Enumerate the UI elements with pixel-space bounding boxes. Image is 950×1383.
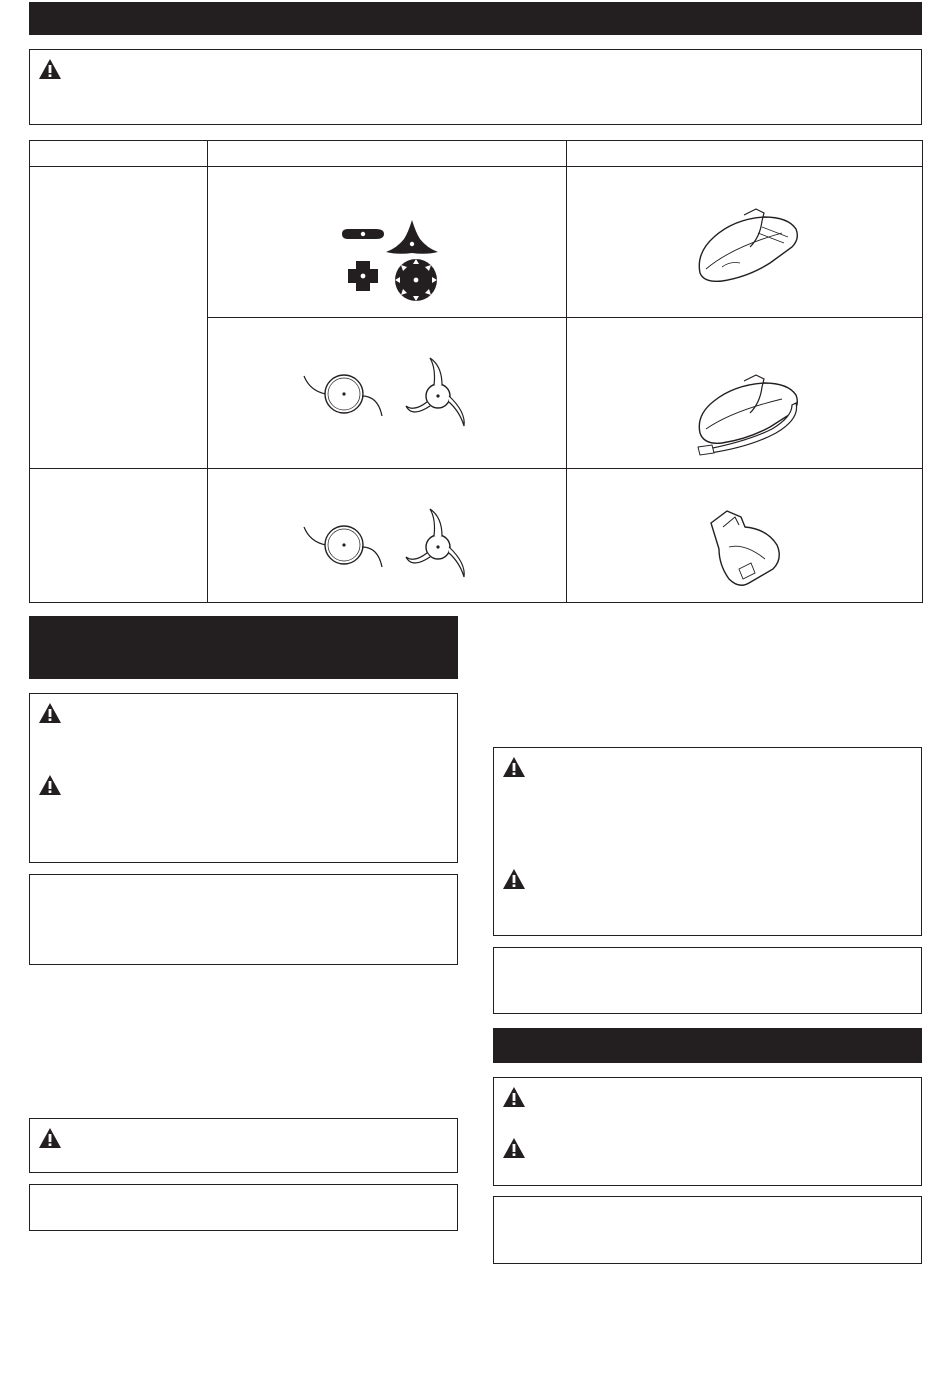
- warning-box: [29, 1118, 458, 1173]
- table-header-cell: [567, 141, 923, 167]
- warning-triangle-icon: [38, 702, 62, 724]
- table-cell-tool: [208, 167, 567, 318]
- table-cell-application: [30, 167, 208, 469]
- table-cell-tool: [208, 318, 567, 469]
- table-cell-application: [30, 469, 208, 603]
- plastic-blade-icon: [404, 507, 479, 582]
- protector-guard-with-extension-icon: [692, 373, 802, 458]
- nylon-cutting-head-icon: [302, 507, 392, 582]
- table-cell-guard: [567, 318, 923, 469]
- small-protector-guard-icon: [705, 507, 785, 589]
- warning-triangle-icon: [502, 1137, 526, 1159]
- notice-box: [29, 874, 458, 965]
- table-row: [30, 167, 923, 318]
- notice-box: [29, 1184, 458, 1231]
- warning-triangle-icon: [502, 868, 526, 890]
- warning-triangle-icon: [38, 774, 62, 796]
- warning-triangle-icon: [502, 756, 526, 778]
- metal-blade-icons: [338, 217, 438, 309]
- table-row: [30, 469, 923, 603]
- section-header-bar: [29, 2, 922, 35]
- tool-guard-table: [29, 140, 923, 603]
- warning-box: [29, 693, 458, 863]
- table-cell-guard: [567, 167, 923, 318]
- notice-box: [493, 1196, 922, 1264]
- table-header-row: [30, 141, 923, 167]
- section-header-bar: [29, 616, 458, 679]
- table-header-cell: [208, 141, 567, 167]
- warning-box: [493, 1077, 922, 1186]
- warning-box-top: [29, 49, 922, 125]
- table-cell-tool: [208, 469, 567, 603]
- warning-triangle-icon: [502, 1086, 526, 1108]
- warning-box: [493, 747, 922, 936]
- warning-triangle-icon: [38, 1127, 62, 1149]
- table-cell-guard: [567, 469, 923, 603]
- notice-box: [493, 947, 922, 1014]
- plastic-blade-icon: [404, 356, 479, 431]
- protector-guard-icon: [692, 207, 802, 282]
- section-header-bar: [493, 1028, 922, 1063]
- warning-triangle-icon: [38, 58, 62, 80]
- nylon-cutting-head-icon: [302, 356, 392, 431]
- table-header-cell: [30, 141, 208, 167]
